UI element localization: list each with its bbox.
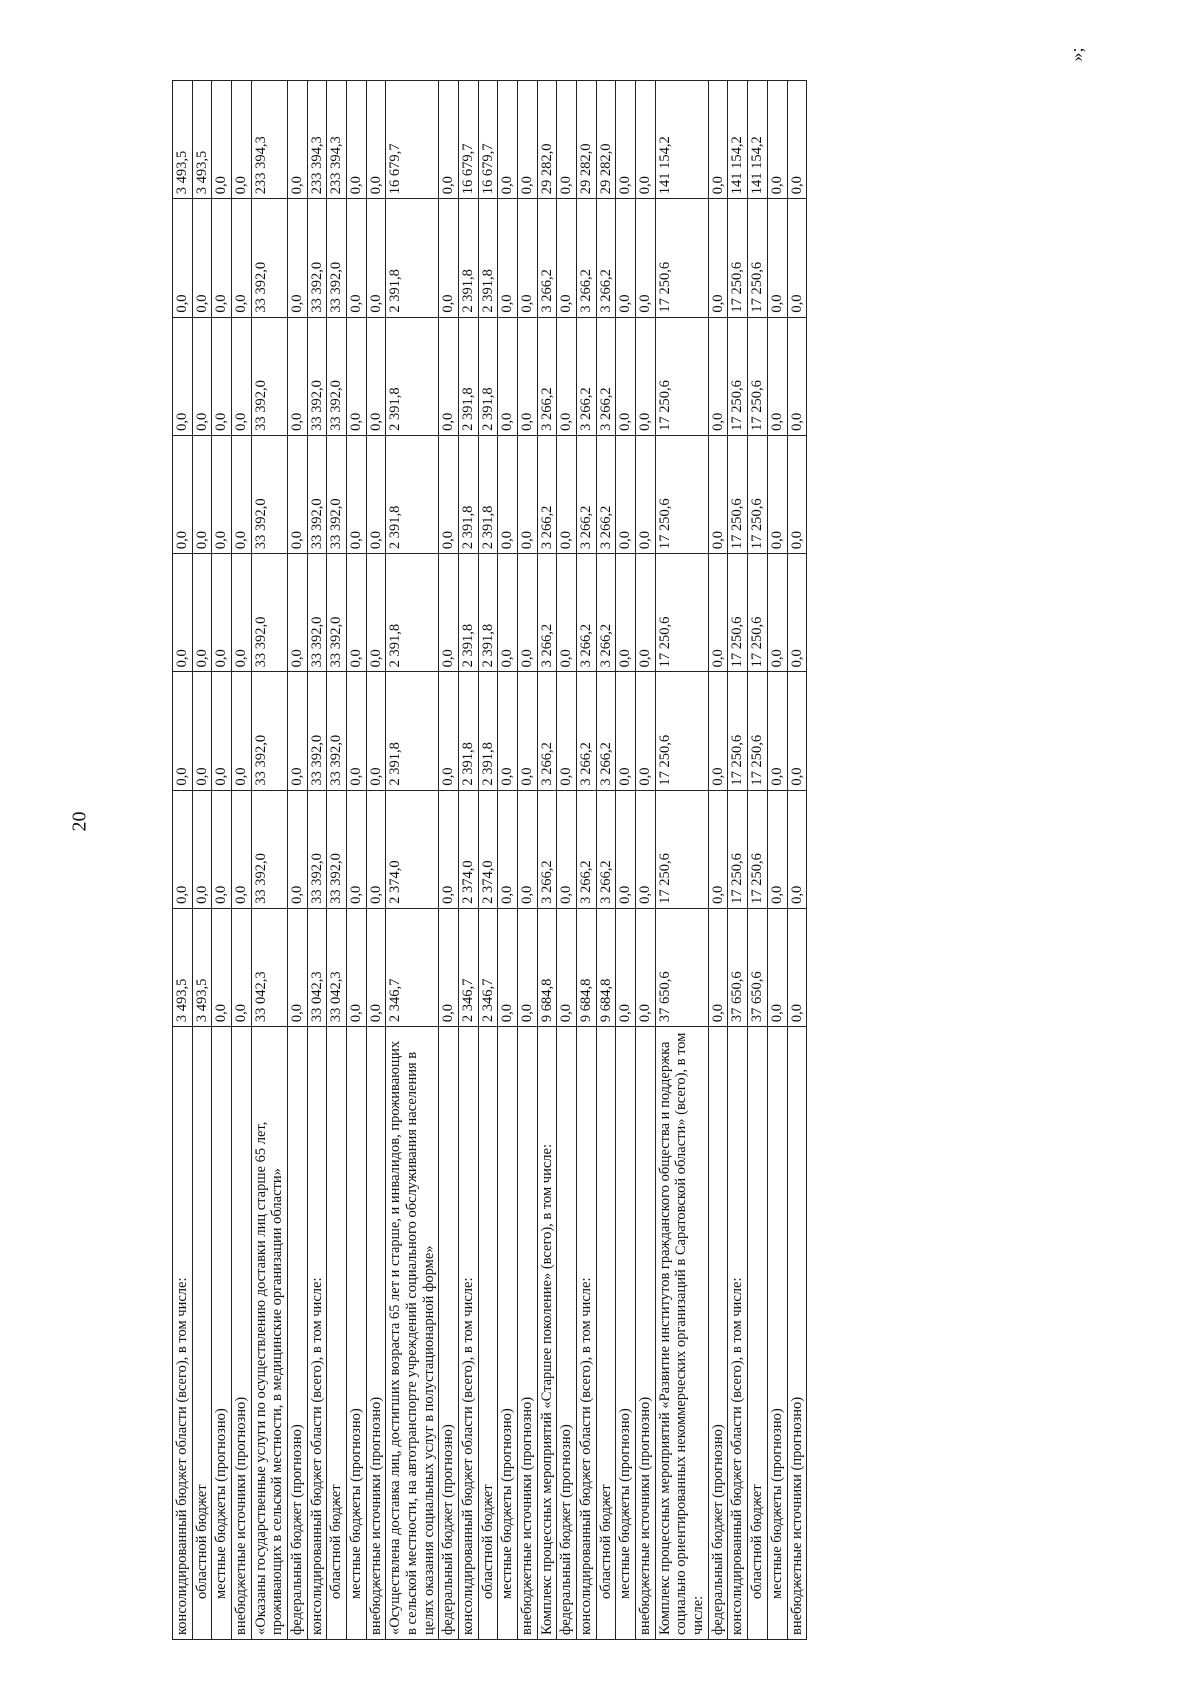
value-cell: 2 391,8: [478, 672, 498, 790]
value-cell: 3 266,2: [596, 199, 616, 317]
value-cell: 33 392,0: [251, 435, 287, 553]
value-cell: 0,0: [518, 908, 538, 1026]
value-cell: 0,0: [192, 554, 212, 672]
value-cell: 0,0: [708, 199, 728, 317]
value-cell: 0,0: [173, 672, 193, 790]
total-cell: 141 154,2: [655, 81, 708, 199]
value-cell: 0,0: [173, 790, 193, 908]
value-cell: 17 250,6: [748, 435, 768, 553]
value-cell: 2 391,8: [459, 199, 479, 317]
row-label: федеральный бюджет (прогнозно): [557, 1027, 577, 1640]
total-cell: 0,0: [498, 81, 518, 199]
value-cell: 33 392,0: [307, 554, 327, 672]
value-cell: 33 392,0: [327, 672, 347, 790]
total-cell: 0,0: [518, 81, 538, 199]
value-cell: 0,0: [232, 435, 252, 553]
value-cell: 3 266,2: [537, 317, 557, 435]
value-cell: 37 650,6: [655, 908, 708, 1026]
value-cell: 0,0: [232, 672, 252, 790]
closing-quote-mark: »;: [1066, 47, 1087, 62]
value-cell: 0,0: [498, 199, 518, 317]
value-cell: 0,0: [616, 435, 636, 553]
value-cell: 9 684,8: [596, 908, 616, 1026]
value-cell: 0,0: [439, 317, 459, 435]
value-cell: 33 392,0: [251, 672, 287, 790]
table-row: [767, 81, 787, 1640]
row-label: областной бюджет: [327, 1027, 347, 1640]
row-label: Комплекс процессных мероприятий «Старшее поколение» (всего), в том числе:: [537, 1027, 557, 1640]
value-cell: 0,0: [636, 317, 656, 435]
value-cell: 0,0: [288, 672, 308, 790]
table-row: [787, 81, 807, 1640]
value-cell: 0,0: [498, 317, 518, 435]
value-cell: 3 266,2: [596, 672, 616, 790]
row-label: внебюджетные источники (прогнозно): [518, 1027, 538, 1640]
value-cell: 0,0: [366, 435, 386, 553]
value-cell: 17 250,6: [728, 672, 748, 790]
value-cell: 0,0: [767, 317, 787, 435]
table-row: [636, 81, 656, 1640]
row-label: местные бюджеты (прогнозно): [498, 1027, 518, 1640]
value-cell: 33 392,0: [327, 317, 347, 435]
page-number: 20: [68, 811, 91, 832]
value-cell: 0,0: [767, 554, 787, 672]
value-cell: 3 266,2: [537, 435, 557, 553]
value-cell: 33 392,0: [327, 790, 347, 908]
value-cell: 0,0: [518, 672, 538, 790]
total-cell: 3 493,5: [192, 81, 212, 199]
total-cell: 0,0: [767, 81, 787, 199]
value-cell: 33 392,0: [251, 199, 287, 317]
value-cell: 2 391,8: [459, 672, 479, 790]
value-cell: 0,0: [636, 672, 656, 790]
row-label: внебюджетные источники (прогнозно): [366, 1027, 386, 1640]
row-label: областной бюджет: [596, 1027, 616, 1640]
total-cell: 0,0: [787, 81, 807, 199]
value-cell: 0,0: [173, 435, 193, 553]
value-cell: 2 391,8: [478, 554, 498, 672]
value-cell: 2 391,8: [386, 554, 439, 672]
value-cell: 17 250,6: [748, 199, 768, 317]
table-row: [347, 81, 367, 1640]
value-cell: 0,0: [347, 317, 367, 435]
total-cell: 0,0: [439, 81, 459, 199]
value-cell: 3 266,2: [537, 199, 557, 317]
row-label: консолидированный бюджет области (всего), в том числе:: [459, 1027, 479, 1640]
value-cell: 2 374,0: [478, 790, 498, 908]
total-cell: 233 394,3: [327, 81, 347, 199]
table-row: [518, 81, 538, 1640]
value-cell: 3 266,2: [537, 790, 557, 908]
total-cell: 16 679,7: [386, 81, 439, 199]
row-label: областной бюджет: [192, 1027, 212, 1640]
value-cell: 17 250,6: [655, 554, 708, 672]
value-cell: 0,0: [708, 908, 728, 1026]
table-row: [251, 81, 287, 1640]
value-cell: 0,0: [518, 554, 538, 672]
value-cell: 0,0: [173, 554, 193, 672]
value-cell: 0,0: [347, 435, 367, 553]
value-cell: 3 266,2: [577, 672, 597, 790]
value-cell: 0,0: [498, 790, 518, 908]
value-cell: 2 346,7: [459, 908, 479, 1026]
value-cell: 0,0: [212, 199, 232, 317]
value-cell: 0,0: [636, 199, 656, 317]
table-row: [439, 81, 459, 1640]
row-label: консолидированный бюджет области (всего), в том числе:: [577, 1027, 597, 1640]
table-row: [288, 81, 308, 1640]
value-cell: 2 346,7: [478, 908, 498, 1026]
total-cell: 29 282,0: [596, 81, 616, 199]
value-cell: 2 391,8: [386, 199, 439, 317]
total-cell: 0,0: [557, 81, 577, 199]
row-label: местные бюджеты (прогнозно): [767, 1027, 787, 1640]
total-cell: 141 154,2: [728, 81, 748, 199]
value-cell: 0,0: [767, 908, 787, 1026]
value-cell: 33 392,0: [307, 672, 327, 790]
value-cell: 0,0: [557, 199, 577, 317]
row-label: консолидированный бюджет области (всего), в том числе:: [728, 1027, 748, 1640]
value-cell: 33 392,0: [327, 199, 347, 317]
budget-table: [172, 80, 807, 1640]
value-cell: 0,0: [616, 317, 636, 435]
value-cell: 0,0: [212, 554, 232, 672]
value-cell: 0,0: [787, 199, 807, 317]
value-cell: 0,0: [787, 317, 807, 435]
value-cell: 0,0: [767, 790, 787, 908]
value-cell: 33 392,0: [307, 435, 327, 553]
table-row: [748, 81, 768, 1640]
table-row: [232, 81, 252, 1640]
value-cell: 0,0: [192, 790, 212, 908]
total-cell: 233 394,3: [307, 81, 327, 199]
value-cell: 3 266,2: [577, 317, 597, 435]
row-label: консолидированный бюджет области (всего), в том числе:: [173, 1027, 193, 1640]
value-cell: 0,0: [787, 554, 807, 672]
value-cell: 0,0: [366, 672, 386, 790]
value-cell: 0,0: [557, 672, 577, 790]
value-cell: 0,0: [232, 317, 252, 435]
value-cell: 0,0: [518, 435, 538, 553]
value-cell: 3 266,2: [577, 554, 597, 672]
table-row: [212, 81, 232, 1640]
value-cell: 9 684,8: [537, 908, 557, 1026]
value-cell: 33 392,0: [327, 435, 347, 553]
total-cell: 0,0: [636, 81, 656, 199]
value-cell: 2 374,0: [459, 790, 479, 908]
row-label: местные бюджеты (прогнозно): [212, 1027, 232, 1640]
value-cell: 0,0: [767, 199, 787, 317]
value-cell: 3 266,2: [577, 790, 597, 908]
value-cell: 0,0: [708, 554, 728, 672]
value-cell: 0,0: [347, 554, 367, 672]
value-cell: 0,0: [212, 317, 232, 435]
value-cell: 0,0: [787, 790, 807, 908]
table-row: [616, 81, 636, 1640]
value-cell: 2 391,8: [386, 672, 439, 790]
row-label: консолидированный бюджет области (всего), в том числе:: [307, 1027, 327, 1640]
value-cell: 17 250,6: [748, 790, 768, 908]
value-cell: 0,0: [557, 790, 577, 908]
total-cell: 141 154,2: [748, 81, 768, 199]
value-cell: 3 266,2: [577, 199, 597, 317]
value-cell: 0,0: [439, 435, 459, 553]
value-cell: 17 250,6: [655, 317, 708, 435]
value-cell: 0,0: [212, 435, 232, 553]
value-cell: 0,0: [787, 435, 807, 553]
value-cell: 0,0: [498, 554, 518, 672]
value-cell: 0,0: [439, 908, 459, 1026]
value-cell: 3 266,2: [596, 554, 616, 672]
value-cell: 3 266,2: [596, 790, 616, 908]
value-cell: 0,0: [347, 908, 367, 1026]
value-cell: 0,0: [366, 790, 386, 908]
value-cell: 17 250,6: [748, 672, 768, 790]
value-cell: 0,0: [173, 317, 193, 435]
row-label: «Осуществлена доставка лиц, достигших возраста 65 лет и старше, и инвалидов, проживающих в сельской местности, на автотранспорте учреждений социального обслуживания населения в целях оказания социальных услуг в полустационарной форме»: [386, 1027, 439, 1640]
value-cell: 0,0: [232, 554, 252, 672]
value-cell: 0,0: [557, 554, 577, 672]
value-cell: 0,0: [212, 672, 232, 790]
total-cell: 0,0: [366, 81, 386, 199]
table-row: [192, 81, 212, 1640]
row-label: федеральный бюджет (прогнозно): [708, 1027, 728, 1640]
total-cell: 29 282,0: [577, 81, 597, 199]
value-cell: 0,0: [439, 790, 459, 908]
value-cell: 0,0: [366, 199, 386, 317]
row-label: федеральный бюджет (прогнозно): [288, 1027, 308, 1640]
value-cell: 33 392,0: [251, 317, 287, 435]
table-row: [366, 81, 386, 1640]
value-cell: 3 493,5: [173, 908, 193, 1026]
table-row: [327, 81, 347, 1640]
value-cell: 0,0: [518, 790, 538, 908]
value-cell: 0,0: [212, 908, 232, 1026]
value-cell: 0,0: [557, 317, 577, 435]
value-cell: 3 266,2: [596, 435, 616, 553]
value-cell: 0,0: [439, 554, 459, 672]
table-row: [173, 81, 193, 1640]
value-cell: 0,0: [212, 790, 232, 908]
value-cell: 0,0: [192, 672, 212, 790]
value-cell: 17 250,6: [728, 199, 748, 317]
value-cell: 0,0: [288, 790, 308, 908]
table-row: [459, 81, 479, 1640]
value-cell: 0,0: [518, 199, 538, 317]
value-cell: 0,0: [636, 908, 656, 1026]
value-cell: 33 042,3: [251, 908, 287, 1026]
row-label: внебюджетные источники (прогнозно): [787, 1027, 807, 1640]
row-label: местные бюджеты (прогнозно): [347, 1027, 367, 1640]
value-cell: 2 391,8: [478, 199, 498, 317]
value-cell: 2 346,7: [386, 908, 439, 1026]
row-label: «Оказаны государственные услуги по осуществлению доставки лиц старше 65 лет, проживающих в сельской местности, в медицинские организации области»: [251, 1027, 287, 1640]
value-cell: 3 493,5: [192, 908, 212, 1026]
row-label: областной бюджет: [748, 1027, 768, 1640]
value-cell: 33 392,0: [307, 790, 327, 908]
row-label: Комплекс процессных мероприятий «Развитие институтов гражданского общества и поддержка социально ориентированных некоммерческих организаций в Саратовской области» (всего), в том числе:: [655, 1027, 708, 1640]
value-cell: 2 391,8: [478, 435, 498, 553]
value-cell: 0,0: [498, 435, 518, 553]
total-cell: 0,0: [708, 81, 728, 199]
table-row: [557, 81, 577, 1640]
value-cell: 0,0: [232, 199, 252, 317]
value-cell: 0,0: [708, 317, 728, 435]
value-cell: 0,0: [192, 435, 212, 553]
value-cell: 0,0: [366, 908, 386, 1026]
table-row: [577, 81, 597, 1640]
value-cell: 17 250,6: [748, 317, 768, 435]
value-cell: 0,0: [288, 435, 308, 553]
value-cell: 2 374,0: [386, 790, 439, 908]
value-cell: 0,0: [616, 554, 636, 672]
value-cell: 33 042,3: [327, 908, 347, 1026]
total-cell: 0,0: [347, 81, 367, 199]
value-cell: 2 391,8: [459, 435, 479, 553]
value-cell: 37 650,6: [728, 908, 748, 1026]
value-cell: 0,0: [636, 554, 656, 672]
value-cell: 0,0: [636, 790, 656, 908]
value-cell: 0,0: [616, 199, 636, 317]
total-cell: 0,0: [232, 81, 252, 199]
total-cell: 233 394,3: [251, 81, 287, 199]
value-cell: 0,0: [787, 672, 807, 790]
table-row: [478, 81, 498, 1640]
value-cell: 3 266,2: [537, 554, 557, 672]
row-label: местные бюджеты (прогнозно): [616, 1027, 636, 1640]
value-cell: 0,0: [616, 672, 636, 790]
table-row: [708, 81, 728, 1640]
value-cell: 0,0: [232, 790, 252, 908]
value-cell: 33 042,3: [307, 908, 327, 1026]
table-row: [596, 81, 616, 1640]
value-cell: 17 250,6: [655, 199, 708, 317]
value-cell: 9 684,8: [577, 908, 597, 1026]
total-cell: 3 493,5: [173, 81, 193, 199]
value-cell: 17 250,6: [728, 554, 748, 672]
value-cell: 0,0: [366, 317, 386, 435]
value-cell: 17 250,6: [748, 554, 768, 672]
value-cell: 17 250,6: [655, 435, 708, 553]
total-cell: 0,0: [616, 81, 636, 199]
value-cell: 17 250,6: [728, 317, 748, 435]
value-cell: 33 392,0: [307, 317, 327, 435]
value-cell: 0,0: [616, 790, 636, 908]
value-cell: 0,0: [347, 672, 367, 790]
row-label: областной бюджет: [478, 1027, 498, 1640]
value-cell: 0,0: [708, 790, 728, 908]
value-cell: 17 250,6: [655, 790, 708, 908]
row-label: внебюджетные источники (прогнозно): [232, 1027, 252, 1640]
value-cell: 0,0: [767, 435, 787, 553]
value-cell: 0,0: [708, 435, 728, 553]
value-cell: 17 250,6: [655, 672, 708, 790]
row-label: федеральный бюджет (прогнозно): [439, 1027, 459, 1640]
table-row: [307, 81, 327, 1640]
value-cell: 0,0: [288, 317, 308, 435]
value-cell: 33 392,0: [307, 199, 327, 317]
value-cell: 0,0: [192, 317, 212, 435]
value-cell: 3 266,2: [596, 317, 616, 435]
table-row: [537, 81, 557, 1640]
value-cell: 0,0: [636, 435, 656, 553]
value-cell: 0,0: [787, 908, 807, 1026]
value-cell: 0,0: [498, 672, 518, 790]
value-cell: 0,0: [557, 435, 577, 553]
total-cell: 16 679,7: [478, 81, 498, 199]
total-cell: 0,0: [288, 81, 308, 199]
value-cell: 0,0: [616, 908, 636, 1026]
budget-table-body: [173, 81, 807, 1640]
table-row: [498, 81, 518, 1640]
table-row: [386, 81, 439, 1640]
value-cell: 0,0: [192, 199, 212, 317]
value-cell: 0,0: [288, 554, 308, 672]
table-row: [655, 81, 708, 1640]
value-cell: 17 250,6: [728, 790, 748, 908]
value-cell: 0,0: [439, 199, 459, 317]
value-cell: 2 391,8: [459, 554, 479, 672]
value-cell: 0,0: [498, 908, 518, 1026]
row-label: внебюджетные источники (прогнозно): [636, 1027, 656, 1640]
value-cell: 33 392,0: [251, 790, 287, 908]
table-row: [728, 81, 748, 1640]
value-cell: 2 391,8: [386, 435, 439, 553]
total-cell: 16 679,7: [459, 81, 479, 199]
value-cell: 37 650,6: [748, 908, 768, 1026]
value-cell: 0,0: [288, 908, 308, 1026]
value-cell: 0,0: [347, 199, 367, 317]
value-cell: 2 391,8: [386, 317, 439, 435]
value-cell: 3 266,2: [537, 672, 557, 790]
value-cell: 2 391,8: [478, 317, 498, 435]
value-cell: 0,0: [366, 554, 386, 672]
value-cell: 33 392,0: [327, 554, 347, 672]
value-cell: 17 250,6: [728, 435, 748, 553]
value-cell: 0,0: [767, 672, 787, 790]
value-cell: 0,0: [288, 199, 308, 317]
total-cell: 0,0: [212, 81, 232, 199]
value-cell: 33 392,0: [251, 554, 287, 672]
value-cell: 0,0: [518, 317, 538, 435]
value-cell: 3 266,2: [577, 435, 597, 553]
value-cell: 0,0: [557, 908, 577, 1026]
value-cell: 2 391,8: [459, 317, 479, 435]
value-cell: 0,0: [708, 672, 728, 790]
total-cell: 29 282,0: [537, 81, 557, 199]
value-cell: 0,0: [173, 199, 193, 317]
value-cell: 0,0: [439, 672, 459, 790]
value-cell: 0,0: [347, 790, 367, 908]
value-cell: 0,0: [232, 908, 252, 1026]
